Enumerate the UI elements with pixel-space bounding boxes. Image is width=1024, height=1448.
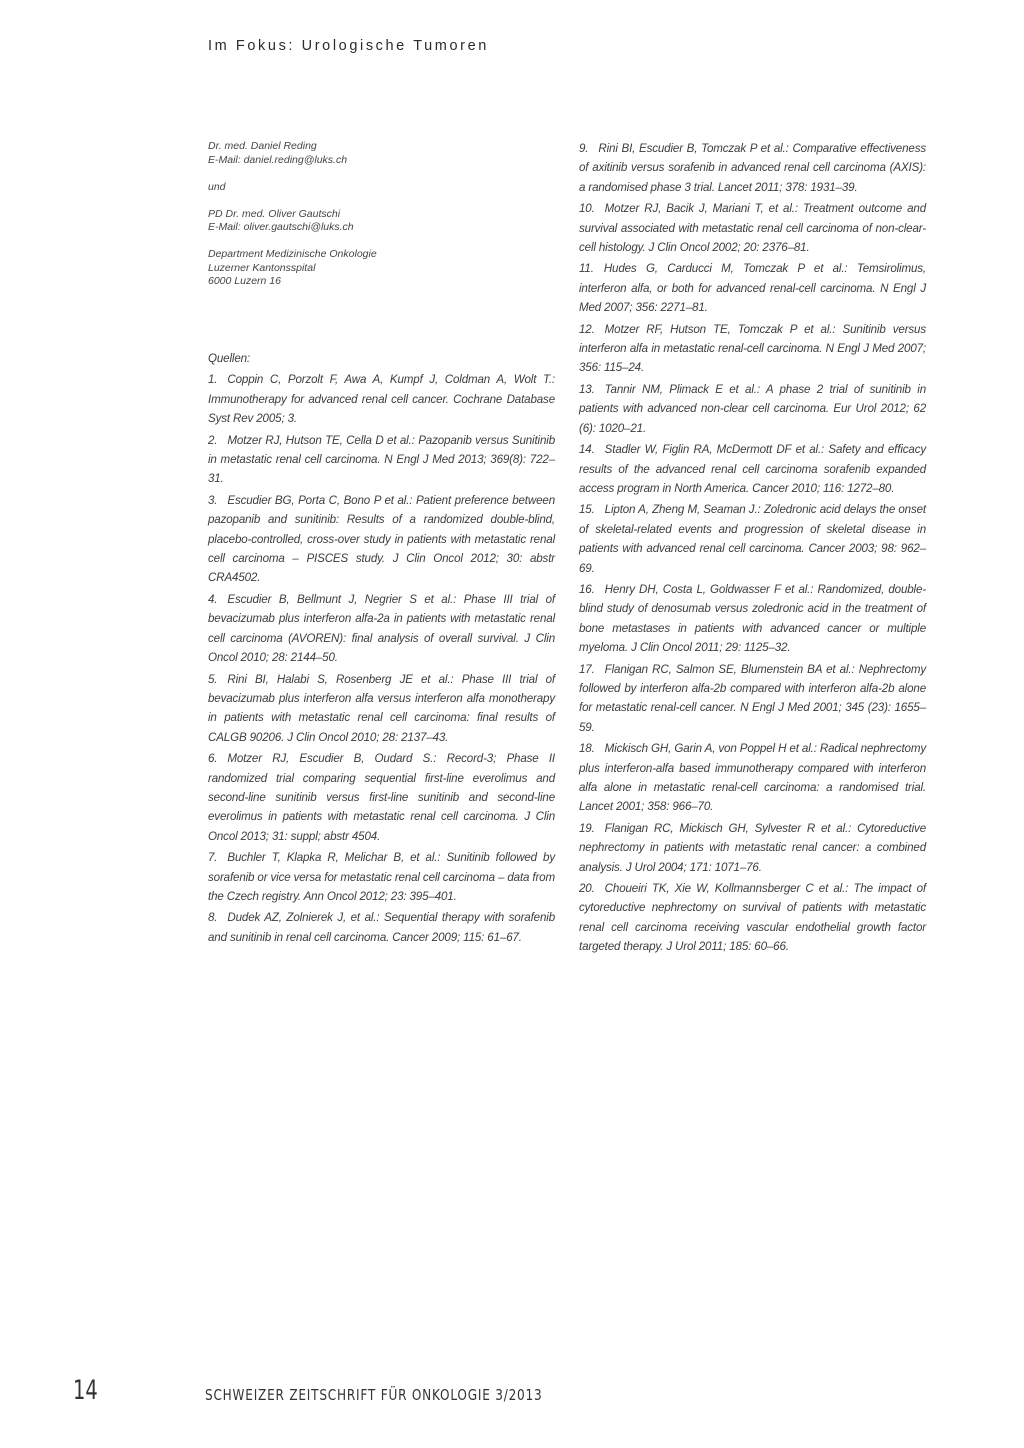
author-conjunction: und (208, 180, 226, 193)
reference-item (579, 380, 926, 438)
reference-text: Buchler T, Klapka R, Melichar B, et al.: Sunitinib followed by sorafenib or vice versa for metastatic renal cell carcinoma – data from the Czech registry. Ann Oncol 2012; 23: 395–401. (208, 851, 555, 903)
reference-text: Motzer RJ, Hutson TE, Cella D et al.: Pazopanib versus Sunitinib in metastatic renal cell carcinoma. N Engl J Med 2013; 369(8): 722–31. (208, 433, 555, 486)
author1-email: E-Mail: daniel.reding@luks.ch (208, 153, 348, 166)
reference-text: Tannir NM, Plimack E et al.: A phase 2 trial of sunitinib in patients with advanced non-clear cell carcinoma. Eur Urol 2012; 62 (6): 1020–21. (579, 382, 926, 435)
author2-name: PD Dr. med. Oliver Gautschi (208, 207, 341, 220)
reference-number: 2. (208, 433, 218, 447)
reference-number: 9. (579, 142, 589, 155)
reference-text: Flanigan RC, Mickisch GH, Sylvester R et al.: Cytoreductive nephrectomy in patients with metastatic renal cancer: a combined analysis. J Urol 2004; 171: 1071–76. (579, 821, 926, 874)
reference-item (579, 139, 926, 197)
reference-text: Lipton A, Zheng M, Seaman J.: Zoledronic acid delays the onset of skeletal-related events and progression of skeletal disease in patients with advanced renal cell carcinoma. Cancer 2003; 98: 962–69. (579, 503, 926, 575)
reference-number: 17. (579, 662, 595, 676)
reference-number: 20. (579, 882, 595, 896)
reference-number: 19. (579, 821, 595, 835)
author-info (208, 140, 538, 289)
reference-text: Choueiri TK, Xie W, Kollmannsberger C et al.: The impact of cytoreductive nephrectomy on survival of patients with metastatic renal cell carcinoma receiving vascular endothelial growth factor targeted therapy. J Urol 2011; 185: 60–66. (579, 882, 926, 954)
reference-text: Stadler W, Figlin RA, McDermott DF et al.: Safety and efficacy results of the advanced renal cell carcinoma sorafenib expanded access program in North America. Cancer 2010; 116: 1272–80. (579, 443, 926, 495)
reference-item (208, 848, 555, 906)
reference-text: Escudier B, Bellmunt J, Negrier S et al.: Phase III trial of bevacizumab plus interferon alfa-2a in patients with metastatic renal cell carcinoma (AVOREN): final analysis of overall survival. J Clin Oncol 2010; 28: 2144–50. (208, 592, 555, 665)
reference-item (579, 199, 926, 257)
reference-text: Motzer RJ, Bacik J, Mariani T, et al.: Treatment outcome and survival associated with metastatic renal cell carcinoma of non-clear-cell histology. J Clin Oncol 2002; 20: 2376–81. (579, 202, 926, 255)
section-title: Im Fokus: Urologische Tumoren (208, 38, 489, 54)
reference-number: 13. (579, 382, 595, 396)
reference-number: 4. (208, 592, 218, 606)
journal-name: SCHWEIZER ZEITSCHRIFT FÜR ONKOLOGIE 3/2013 (205, 1386, 543, 1404)
reference-number: 10. (579, 202, 595, 216)
hospital: Luzerner Kantonsspital (208, 261, 316, 274)
reference-text: Motzer RJ, Escudier B, Oudard S.: Record-3; Phase II randomized trial comparing sequential first-line everolimus and second-line sunitinib versus first-line sunitinib and second-line everolimus in patients with metastatic renal cell carcinoma. J Clin Oncol 2013; 31: suppl; abstr 4504. (208, 752, 555, 843)
reference-item (579, 259, 926, 317)
reference-number: 5. (208, 672, 218, 686)
reference-number: 18. (579, 742, 595, 756)
reference-text: Dudek AZ, Zolnierek J, et al.: Sequential therapy with sorafenib and sunitinib in renal cell carcinoma. Cancer 2009; 115: 61–67. (208, 911, 555, 944)
author2-email: E-Mail: oliver.gautschi@luks.ch (208, 221, 354, 233)
reference-number: 1. (208, 373, 218, 387)
reference-text: Flanigan RC, Salmon SE, Blumenstein BA et al.: Nephrectomy followed by interferon alfa-2b compared with interferon alfa-2b alone for metastatic renal-cell cancer. N Engl J Med 2001; 345 (23): 1655–59. (579, 662, 926, 734)
reference-item (579, 320, 926, 378)
references-heading: Quellen: (208, 352, 250, 365)
reference-item (208, 749, 555, 846)
reference-number: 12. (579, 322, 595, 336)
reference-number: 8. (208, 911, 218, 925)
references-column-right (579, 139, 926, 959)
reference-item (579, 660, 926, 738)
reference-item (579, 440, 926, 498)
reference-text: Escudier BG, Porta C, Bono P et al.: Patient preference between pazopanib and sunitinib: Results of a randomized double-blind, placebo-controlled, cross-over study in patients with metastatic renal cell carcinoma – PISCES study. J Clin Oncol 2012; 30: abstr CRA4502. (208, 493, 555, 585)
reference-number: 7. (208, 851, 218, 865)
reference-item (579, 500, 926, 578)
reference-item (208, 908, 555, 947)
reference-number: 3. (208, 493, 218, 507)
reference-item (208, 670, 555, 748)
city: 6000 Luzern 16 (208, 275, 281, 287)
reference-number: 15. (579, 503, 595, 517)
author1-name: Dr. med. Daniel Reding (208, 140, 317, 152)
reference-text: Rini BI, Halabi S, Rosenberg JE et al.: Phase III trial of bevacizumab plus interferon alfa versus interferon alfa monotherapy in patients with metastatic renal cell carcinoma: final results of CALGB 90206. J Clin Oncol 2010; 28: 2137–43. (208, 672, 555, 744)
reference-item (208, 491, 555, 588)
reference-item (579, 739, 926, 817)
reference-text: Hudes G, Carducci M, Tomczak P et al.: Temsirolimus, interferon alfa, or both for advanced renal-cell carcinoma. N Engl J Med 2007; 356: 2271–81. (579, 262, 926, 315)
reference-text: Mickisch GH, Garin A, von Poppel H et al.: Radical nephrectomy plus interferon-alfa based immunotherapy compared with interferon alfa alone in metastatic renal-cell carcinoma: a randomised trial. Lancet 2001; 358: 966–70. (579, 742, 926, 814)
reference-item (208, 370, 555, 428)
reference-item (208, 431, 555, 489)
reference-text: Rini BI, Escudier B, Tomczak P et al.: Comparative effectiveness of axitinib versus sorafenib in advanced renal cell carcinoma (AXIS): a randomised phase 3 trial. Lancet 2011; 378: 1931–39. (579, 142, 926, 194)
reference-number: 6. (208, 752, 218, 766)
department: Department Medizinische Onkologie (208, 248, 377, 260)
reference-text: Henry DH, Costa L, Goldwasser F et al.: Randomized, double-blind study of denosumab versus zoledronic acid in the treatment of bone metastases in patients with advanced cancer or multiple myeloma. J Clin Oncol 2011; 29: 1125–32. (579, 582, 926, 655)
reference-item (579, 879, 926, 957)
reference-text: Coppin C, Porzolt F, Awa A, Kumpf J, Coldman A, Wolt T.: Immunotherapy for advanced renal cell cancer. Cochrane Database Syst Rev 2005; 3. (208, 373, 555, 426)
reference-item (579, 819, 926, 877)
reference-text: Motzer RF, Hutson TE, Tomczak P et al.: Sunitinib versus interferon alfa in metastatic renal-cell carcinoma. N Engl J Med 2007; 356: 115–24. (579, 322, 926, 375)
reference-number: 11. (579, 262, 594, 276)
reference-number: 14. (579, 443, 595, 457)
reference-number: 16. (579, 582, 595, 596)
page-number: 14 (73, 1375, 98, 1406)
references-column-left (208, 349, 555, 949)
reference-item (208, 590, 555, 668)
reference-item (579, 580, 926, 658)
